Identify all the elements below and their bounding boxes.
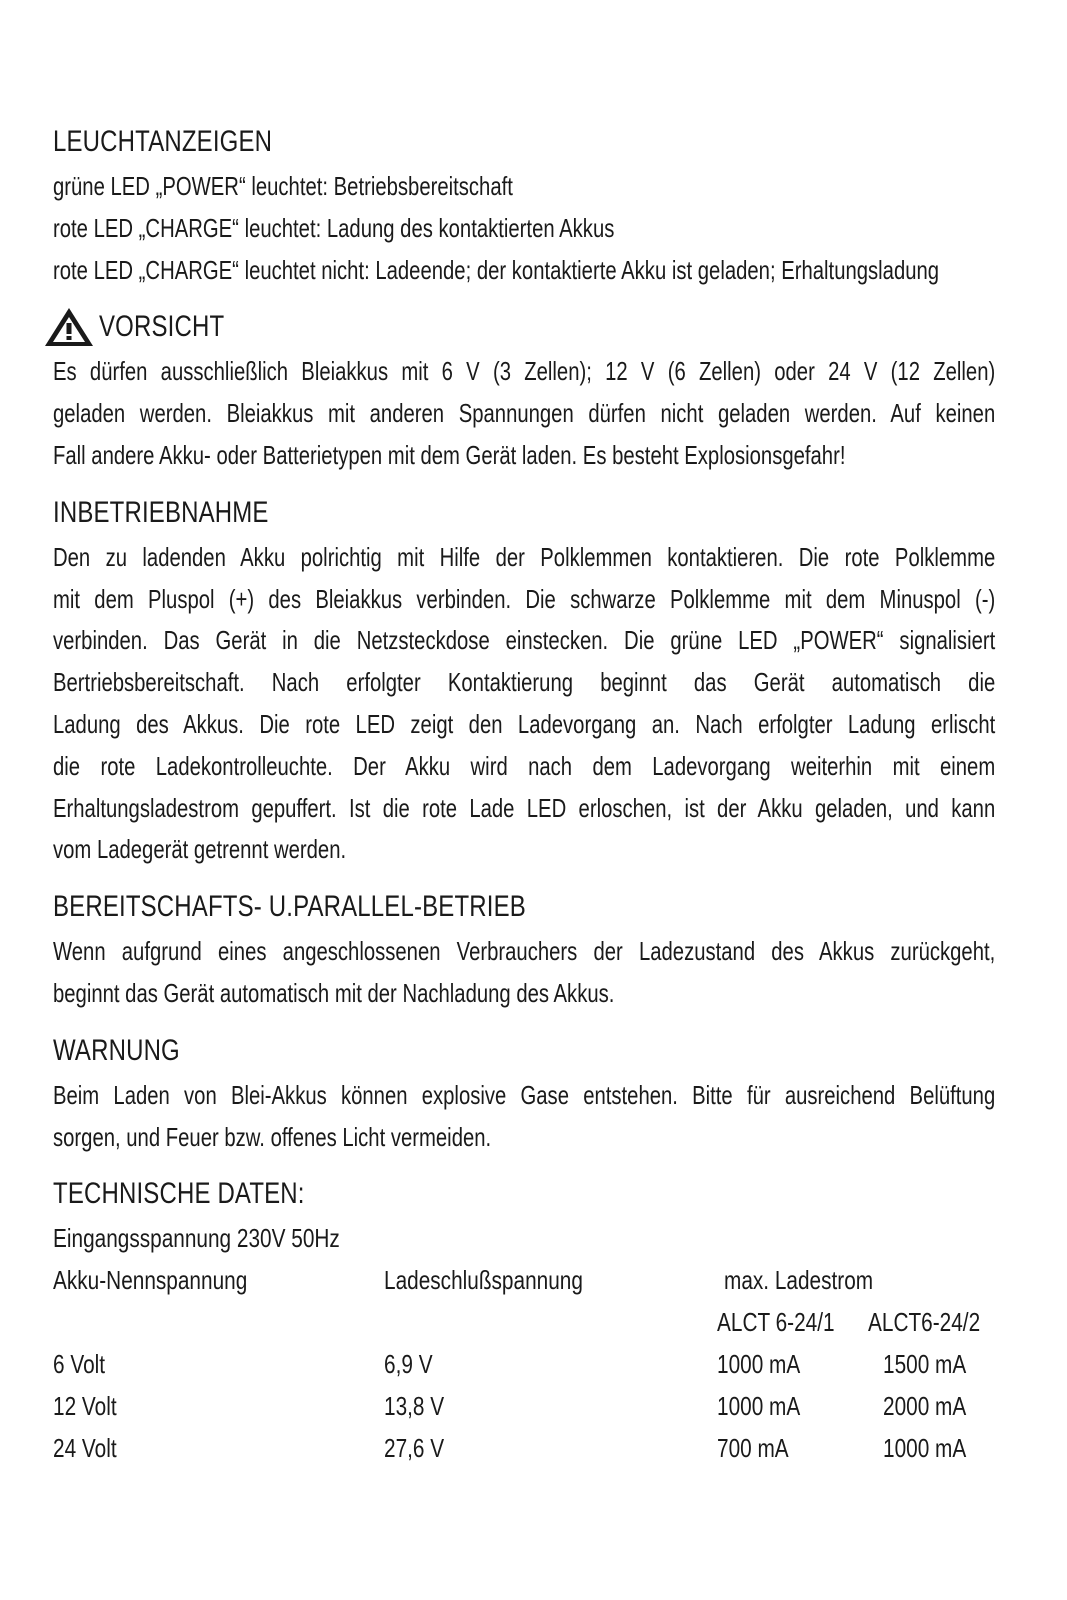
col-header-ladestrom: max. Ladestrom bbox=[724, 1265, 874, 1296]
text-line: grüne LED „POWER“ leuchtet: Betriebsbereitschaft bbox=[53, 171, 513, 201]
col-header-model-1: ALCT 6-24/1 bbox=[717, 1307, 835, 1338]
text-line: Beim Laden von Blei-Akkus können explosive Gase entstehen. Bitte für ausreichend Belüftung bbox=[53, 1079, 996, 1110]
table-cell-nenn: 24 Volt bbox=[53, 1433, 117, 1464]
vorsicht-header bbox=[53, 303, 995, 351]
section-vorsicht bbox=[53, 303, 995, 476]
heading-technische-daten: TECHNISCHE DATEN: bbox=[53, 1177, 305, 1211]
section-leuchtanzeigen bbox=[53, 118, 995, 291]
section-warnung bbox=[53, 1027, 995, 1159]
bereitschaft-text bbox=[53, 931, 995, 1015]
table-cell-strom-2: 2000 mA bbox=[883, 1391, 967, 1422]
table-cell-strom-1: 1000 mA bbox=[717, 1391, 801, 1422]
table-cell-schluss: 6,9 V bbox=[384, 1349, 433, 1380]
col-header-nennspannung: Akku-Nennspannung bbox=[53, 1265, 248, 1296]
heading-leuchtanzeigen: LEUCHTANZEIGEN bbox=[53, 125, 273, 158]
inbetriebnahme-text bbox=[53, 537, 995, 871]
warning-triangle-icon bbox=[43, 306, 95, 348]
col-header-model-2: ALCT6-24/2 bbox=[868, 1307, 981, 1338]
table-cell-strom-2: 1000 mA bbox=[883, 1433, 967, 1464]
table-cell-strom-2: 1500 mA bbox=[883, 1349, 967, 1380]
text-line: Erhaltungsladestrom gepuffert. Ist die rote Lade LED erloschen, ist der Akku geladen, und kann bbox=[53, 792, 996, 823]
table-cell-schluss: 13,8 V bbox=[384, 1391, 445, 1422]
text-line: Den zu ladenden Akku polrichtig mit Hilfe der Polklemmen kontaktieren. Die rote Polklemme bbox=[53, 541, 996, 572]
heading-vorsicht: VORSICHT bbox=[99, 310, 225, 344]
input-voltage: Eingangsspannung 230V 50Hz bbox=[53, 1223, 340, 1254]
section-bereitschaft bbox=[53, 883, 995, 1015]
text-line: Wenn aufgrund eines angeschlossenen Verbrauchers der Ladezustand des Akkus zurückgeht, bbox=[53, 936, 996, 967]
text-line: rote LED „CHARGE“ leuchtet nicht: Ladeende; der kontaktierte Akku ist geladen; Erhaltungsladung bbox=[53, 254, 940, 285]
vorsicht-text bbox=[53, 351, 995, 476]
text-line: vom Ladegerät getrennt werden. bbox=[53, 834, 347, 865]
text-line: sorgen, und Feuer bzw. offenes Licht vermeiden. bbox=[53, 1121, 492, 1152]
text-line: Es dürfen ausschließlich Bleiakkus mit 6 V (3 Zellen); 12 V (6 Zellen) oder 24 V (12 Zellen) bbox=[53, 356, 996, 387]
text-line: rote LED „CHARGE“ leuchtet: Ladung des kontaktierten Akkus bbox=[53, 212, 615, 243]
text-line: verbinden. Das Gerät in die Netzsteckdose einstecken. Die grüne LED „POWER“ signalisiert bbox=[53, 625, 996, 656]
heading-bereitschaft: BEREITSCHAFTS- U.PARALLEL-BETRIEB bbox=[53, 890, 526, 924]
text-line: die rote Ladekontrolleuchte. Der Akku wird nach dem Ladevorgang weiterhin mit einem bbox=[53, 750, 996, 781]
heading-warnung: WARNUNG bbox=[53, 1033, 180, 1067]
heading-inbetriebnahme: INBETRIEBNAHME bbox=[53, 495, 269, 529]
spec-table bbox=[53, 1218, 995, 1518]
text-line: Fall andere Akku- oder Batterietypen mit dem Gerät laden. Es besteht Explosionsgefahr! bbox=[53, 439, 846, 470]
section-technische-daten bbox=[53, 1170, 995, 1518]
table-cell-schluss: 27,6 V bbox=[384, 1433, 445, 1464]
table-cell-nenn: 6 Volt bbox=[53, 1349, 106, 1380]
text-line: geladen werden. Bleiakkus mit anderen Spannungen dürfen nicht geladen werden. Auf keinen bbox=[53, 398, 996, 429]
section-inbetriebnahme bbox=[53, 489, 995, 871]
leuchtanzeigen-text bbox=[53, 166, 995, 291]
text-line: mit dem Pluspol (+) des Bleiakkus verbinden. Die schwarze Polklemme mit dem Minuspol (-) bbox=[53, 583, 996, 614]
table-cell-strom-1: 1000 mA bbox=[717, 1349, 801, 1380]
col-header-ladeschlussspannung: Ladeschlußspannung bbox=[384, 1265, 583, 1296]
table-cell-strom-1: 700 mA bbox=[717, 1433, 789, 1464]
text-line: beginnt das Gerät automatisch mit der Nachladung des Akkus. bbox=[53, 977, 615, 1008]
manual-page bbox=[53, 118, 995, 1518]
table-cell-nenn: 12 Volt bbox=[53, 1391, 117, 1422]
warnung-text bbox=[53, 1075, 995, 1159]
text-line: Ladung des Akkus. Die rote LED zeigt den Ladevorgang an. Nach erfolgter Ladung erlischt bbox=[53, 708, 996, 739]
text-line: Bertriebsbereitschaft. Nach erfolgter Kontaktierung beginnt das Gerät automatisch die bbox=[53, 667, 996, 698]
